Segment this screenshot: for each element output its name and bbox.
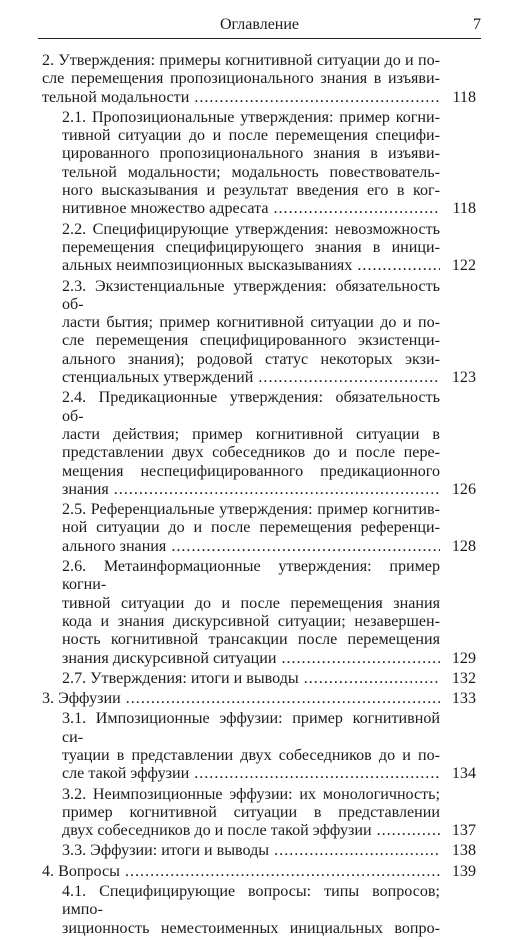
toc-entry-page: 122 — [451, 257, 476, 275]
toc-entry-line: перемещения специфицирующего знания в иници- — [62, 238, 440, 256]
toc-entry[interactable] — [42, 52, 476, 107]
toc-entry-text — [62, 221, 440, 276]
toc-entry-last-line — [62, 765, 440, 783]
toc-entry[interactable] — [62, 670, 476, 688]
toc-entry-text — [62, 109, 440, 219]
toc-entry-line: 2.6. Метаинформационные утверждения: пример когни- — [62, 558, 440, 594]
toc-entry-line: пример когнитивной ситуации в представлении — [62, 803, 440, 821]
toc-entry-last-line — [62, 822, 440, 840]
toc-entry-last-line — [42, 89, 440, 107]
toc-entry-page: 133 — [451, 690, 476, 708]
toc-entry-last-text: знания дискурсивной ситуации ..... — [62, 650, 440, 667]
toc-entry[interactable] — [62, 883, 476, 938]
toc-entry-line: 2.2. Специфицирующие утверждения: невозможность — [62, 220, 440, 238]
toc-entry-text — [42, 863, 440, 881]
toc-entry-line: ной ситуации до и после перемещения референци- — [62, 519, 440, 537]
toc-entry-text — [62, 501, 440, 556]
toc-entry-line: ность когнитивной трансакции после перемещения — [62, 631, 440, 649]
toc-entry-last-line — [62, 670, 440, 688]
toc-entry-text — [62, 278, 440, 388]
toc-entry-line: мещения неспецифицированного предикационного — [62, 462, 440, 480]
toc-entry-last-text: 3. Эффузии ..... — [42, 690, 440, 707]
toc-entry-last-text: нитивное множество адресата ..... — [62, 200, 440, 217]
toc-entry-line: туации в представлении двух собеседников до и по- — [62, 746, 440, 764]
toc-entry-last-line — [62, 650, 440, 668]
toc-entry[interactable] — [62, 389, 476, 499]
toc-entry-text — [62, 670, 440, 688]
toc-entry-text — [62, 710, 440, 783]
toc-entry[interactable] — [62, 109, 476, 219]
toc-entry-page: 123 — [451, 369, 476, 387]
toc-entry-last-text: тельной модальности ..... — [42, 89, 440, 106]
toc-entry-last-text: стенциальных утверждений ..... — [62, 369, 440, 386]
toc-entry-text — [42, 52, 440, 107]
toc-entry[interactable] — [42, 690, 476, 708]
toc-entry-line: 2.4. Предикационные утверждения: обязательность об- — [62, 389, 440, 425]
toc-entry-last-line — [42, 690, 440, 708]
toc-entry[interactable] — [62, 278, 476, 388]
toc-entry-text — [62, 883, 440, 938]
toc-entry-last-line — [62, 369, 440, 387]
toc-entry-page: 139 — [451, 862, 476, 880]
toc-entry[interactable] — [62, 501, 476, 556]
toc-entry[interactable] — [62, 786, 476, 841]
toc-entry-page: 126 — [451, 480, 476, 498]
toc-entry-line: 3.1. Импозиционные эффузии: пример когнитивной си- — [62, 710, 440, 746]
toc-entry-line: 4.1. Специфицирующие вопросы: типы вопросов; импо- — [62, 883, 440, 919]
toc-entry-line: представлении двух собеседников до и после пере- — [62, 444, 440, 462]
toc-entry-page: 129 — [451, 649, 476, 667]
toc-entry-line: зиционность неместоименных инициальных вопро- — [62, 919, 440, 937]
toc-entry-text — [62, 786, 440, 841]
toc-entry-text — [62, 389, 440, 499]
toc-entry-line: 2.5. Референциальные утверждения: пример когнитив- — [62, 501, 440, 519]
toc-entry-line: кода и знания дискурсивной ситуации; незавершен- — [62, 612, 440, 630]
toc-entry-line: сле перемещения специфицированного экзистенци- — [62, 332, 440, 350]
toc-entry-page: 128 — [451, 537, 476, 555]
toc-entry-last-text: 3.3. Эффузии: итоги и выводы ..... — [62, 842, 440, 859]
toc-entry-last-line — [62, 538, 440, 556]
toc-entry-line: тивной ситуации до и после перемещения специфи- — [62, 127, 440, 145]
toc-entry-page: 134 — [451, 765, 476, 783]
toc-entry-line: цированного пропозиционального знания в изъяви- — [62, 145, 440, 163]
toc-entry[interactable] — [62, 842, 476, 860]
toc-entry-line: ласти действия; пример когнитивной ситуации в — [62, 425, 440, 443]
toc-entry[interactable] — [42, 863, 476, 881]
toc-entry-text — [42, 690, 440, 708]
toc-entry-last-text: ального знания ..... — [62, 538, 440, 555]
toc-entry-last-line — [62, 481, 440, 499]
toc-entry-line: тивной ситуации до и после перемещения знания — [62, 594, 440, 612]
page-number: 7 — [473, 16, 481, 33]
toc-entry-last-text: 2.7. Утверждения: итоги и выводы ..... — [62, 670, 440, 687]
toc-entry-page: 118 — [452, 88, 476, 106]
toc-entry-line: ласти бытия; пример когнитивной ситуации до и по- — [62, 314, 440, 332]
toc-entry-line: 3.2. Неимпозиционные эффузии: их монологичность; — [62, 785, 440, 803]
toc-entry-last-line — [62, 257, 440, 275]
toc-entry-text — [62, 842, 440, 860]
toc-entry-last-text: альных неимпозиционных высказываниях ..... — [62, 257, 440, 274]
toc-entry-last-text: сле такой эффузии ..... — [62, 765, 440, 782]
toc-entry-page: 118 — [452, 200, 476, 218]
toc-entry[interactable] — [62, 558, 476, 668]
toc-entry-last-text: 4. Вопросы ..... — [42, 863, 440, 880]
toc-entry-page: 132 — [451, 669, 476, 687]
toc-entry-line: ального знания); родовой статус некоторых экзи- — [62, 350, 440, 368]
toc-entry-last-text: двух собеседников до и после такой эффузии ..... — [62, 822, 440, 839]
toc-entry-last-line — [62, 200, 440, 218]
toc-entry-line: сле перемещения пропозиционального знания в изъяви- — [42, 70, 440, 88]
running-header — [38, 14, 481, 39]
toc-entry[interactable] — [62, 710, 476, 783]
toc-entry-line: 2. Утверждения: примеры когнитивной ситуации до и по- — [42, 52, 440, 69]
toc-entry-text — [62, 558, 440, 668]
toc-entry-line: 2.3. Экзистенциальные утверждения: обязательность об- — [62, 277, 440, 313]
toc-entry-line: тельной модальности; модальность повествователь- — [62, 163, 440, 181]
toc-entry-line: ного высказывания и результат введения его в ког- — [62, 182, 440, 200]
running-header-title: Оглавление — [219, 16, 300, 33]
toc-entry-last-text: знания ..... — [62, 481, 440, 498]
toc-entry-line: 2.1. Пропозициональные утверждения: пример когни- — [62, 108, 440, 126]
toc-entry-page: 138 — [451, 842, 476, 860]
table-of-contents — [42, 52, 476, 940]
toc-entry-last-line — [42, 863, 440, 881]
toc-entry-last-line — [62, 842, 440, 860]
toc-entry[interactable] — [62, 221, 476, 276]
toc-entry-page: 137 — [451, 822, 476, 840]
